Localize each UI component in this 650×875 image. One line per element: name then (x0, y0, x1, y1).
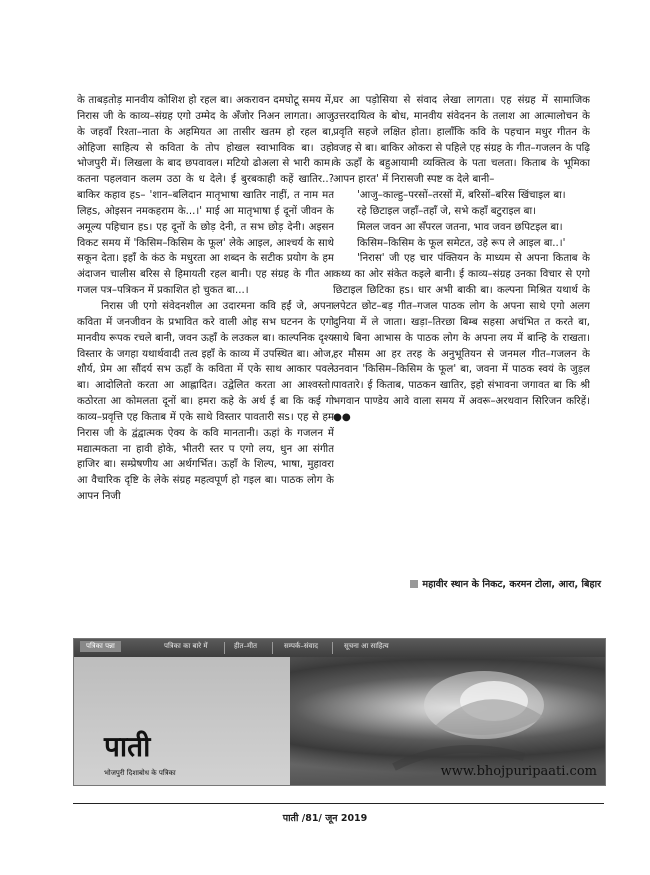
paragraph: 'निरास' जी एह चार पंक्तियन के माध्यम से अपना किताब के कथ्य का ओर संकेत कइले बानी। ई काव्य–संग्रह उनका विचार से एगो छिटाइल छिटिका हs। धार अभी बाकी बा। कल्पना मिश्रित यथार्थ के लपेटत छोट–बड़ गीत–गजल पाठक लोग के अपना साथे एगो अलग दुनिया में ले जाता। खड़ा–तिरछा बिम्ब सहसा अचंभित त करते बा, साथे बिना आभास के पाठक लोग के अपना लय में बान्हि के राखता। हर मौसम आ हर तरह के अनुभूतियन से जनमल गीत–गजलन के उनवान 'किसिम–किसिम के फूल' बा, जवना में पाठक स्वयं के जुड़ल पावतारे। ई किताब, पाठकन खातिर, इहो संभावना जगावत बा कि श्री भगवान पाण्डेय आवे वाला समय में अवरू–अरथवान सिरिजन करिहें। ●● (333, 253, 590, 423)
banner-nav-contact[interactable]: सम्पर्क–संवाद (284, 642, 318, 650)
footer-divider (73, 803, 604, 804)
banner-nav-home[interactable]: पत्रिका पन्ना (80, 641, 121, 652)
banner-nav-about[interactable]: पत्रिका का बारे में (164, 642, 208, 650)
square-bullet-icon (410, 580, 418, 588)
paragraph: घर आ पड़ोसिया से संवाद लेखा लागता। एह संग्रह में सामाजिक उत्तरदायित्व के बोध, मानवीय संवेदनन के तलाश आ आत्मालोचन के प्रवृति सहजे लक्षित होता। हालाँकि कवि के पहचान मधुर गीतन के वजह से बा। बाकिर ओकरा से पहिले एह संग्रह के गीत–गजलन के पढ़ि के ऊहाँ के बहुआयामी व्यक्तित्व के पता चलता। किताब के भूमिका आपन हारत' में निरासजी स्पष्ट क देले बानी– (333, 95, 590, 186)
author-address: महावीर स्थान के निकट, करमन टोला, आरा, बिहार (365, 577, 601, 590)
page-folio: पाती /81/ जून 2019 (282, 813, 368, 824)
paragraph: के ताबड़तोड़ मानवीय कोशिश हो रहल बा। अकरावन दमघोटू समय में, निरास जी के काव्य–संग्रह एगो उम्मेद के अँजोर निअन लागता। आजु के जहवाँ रिश्ता–नाता के अहमियत आ तासीर खतम हो रहल बा, ओहिजा साहित्य से कविता के तोप होखल स्वाभाविक बा। उहो भोजपुरी में। लिखला के बाद छपवावल। मटियो ढोअला से भारी काम। कतना पहलवान कलम उठा के ध देले। ई बुरबकाही कहें खातिर..? बाकिर कहाव हs– 'शान–बलिदान मातृभाषा खातिर नाहीं, त नाम मत लिहs, ओइसन नमकहराम के...।' माई आ मातृभाषा ई दूनों जीवन के अमूल्य पहिचान हs। एह दूनों के छोड़ देनी, त सभ छोड़ देनी। अइसन विकट समय में 'किसिम–किसिम के फूल' लेके आइल, आश्चर्य के साथे सकून देता। इहाँ के कंठ के मधुरता आ शब्दन के सटीक प्रयोग के हम अंदाजन चालीस बरिस से हिमायती रहल बानी। एह संग्रह के गीत आ गजल पत्र–पत्रिकन में प्रकाशित हो चुकत बा...। (77, 95, 334, 297)
article-left-column (77, 93, 334, 653)
magazine-subtitle: भोजपुरी दिशाबोध के पत्रिका (104, 769, 176, 777)
paragraph: निरास जी एगो संवेदनशील आ उदारमना कवि हईं जे, अपना कविता में जनजीवन के प्रभावित करे वाली ओह सभ घटनन के एगो मानवीय रूपक रचले बानी, जवन ऊहाँ के लउकल बा। काल्पनिक दृश्य विस्तार के जगहा यथार्थवादी तत्व इहाँ के काव्य में उपस्थित बा। ओज, शौर्य, प्रेम आ सौंदर्य सभ ऊहाँ के कविता में एके साथ आकार पवले बा। आदोलितो करता आ आह्लादित। उद्वेलित करता आ आश्वस्तो। कठोरता आ कोमलता दूनों बा। हमरा कहे के अर्थ ई बा कि कई गो काव्य–प्रवृत्ति एह किताब में एके साथे विस्तार पावतारी सs। एह से हम निरास जी के द्वंद्वात्मक ऐक्य के कवि मानतानी। ऊहां के गजलन में मद्यात्मकता ना हावी होके, भीतरी स्तर प एगो लय, धुन आ संगीत हाजिर बा। सम्प्रेषणीय आ अर्थगर्भित। ऊहाँ के शिल्प, भाषा, मुहावरा आ वैचारिक दृष्टि के लेके संग्रह महत्वपूर्ण हो गइल बा। पाठक लोग के आपन निजी (77, 300, 334, 503)
banner-logo-panel (74, 657, 290, 785)
poem-line: 'आजु–काल्हु–परसों–तरसों में, बरिसों–बरिस खिंचाइल बा। (357, 190, 566, 202)
banner-nav-news[interactable]: सूचना आ साहित्य (344, 642, 389, 650)
article-right-column (333, 93, 590, 583)
magazine-title: पाती (104, 730, 151, 763)
banner-nav-bar (74, 639, 605, 657)
poem-line: किसिम–किसिम के फूल समेटत, उहे रूप ले आइल बा..।' (357, 237, 566, 249)
website-banner-ad (73, 638, 606, 786)
banner-nav-friends[interactable]: हीत–मीत (234, 642, 258, 650)
poem-line: रहे छिटाइल जहाँ–तहाँ जे, सभे कहाँ बटुराइल बा। (357, 205, 536, 217)
poem-line: मिलल जवन आ सँपरल जतना, भाव जवन छपिटइल बा। (357, 221, 563, 233)
website-url[interactable]: www.bhojpuripaati.com (440, 764, 597, 779)
